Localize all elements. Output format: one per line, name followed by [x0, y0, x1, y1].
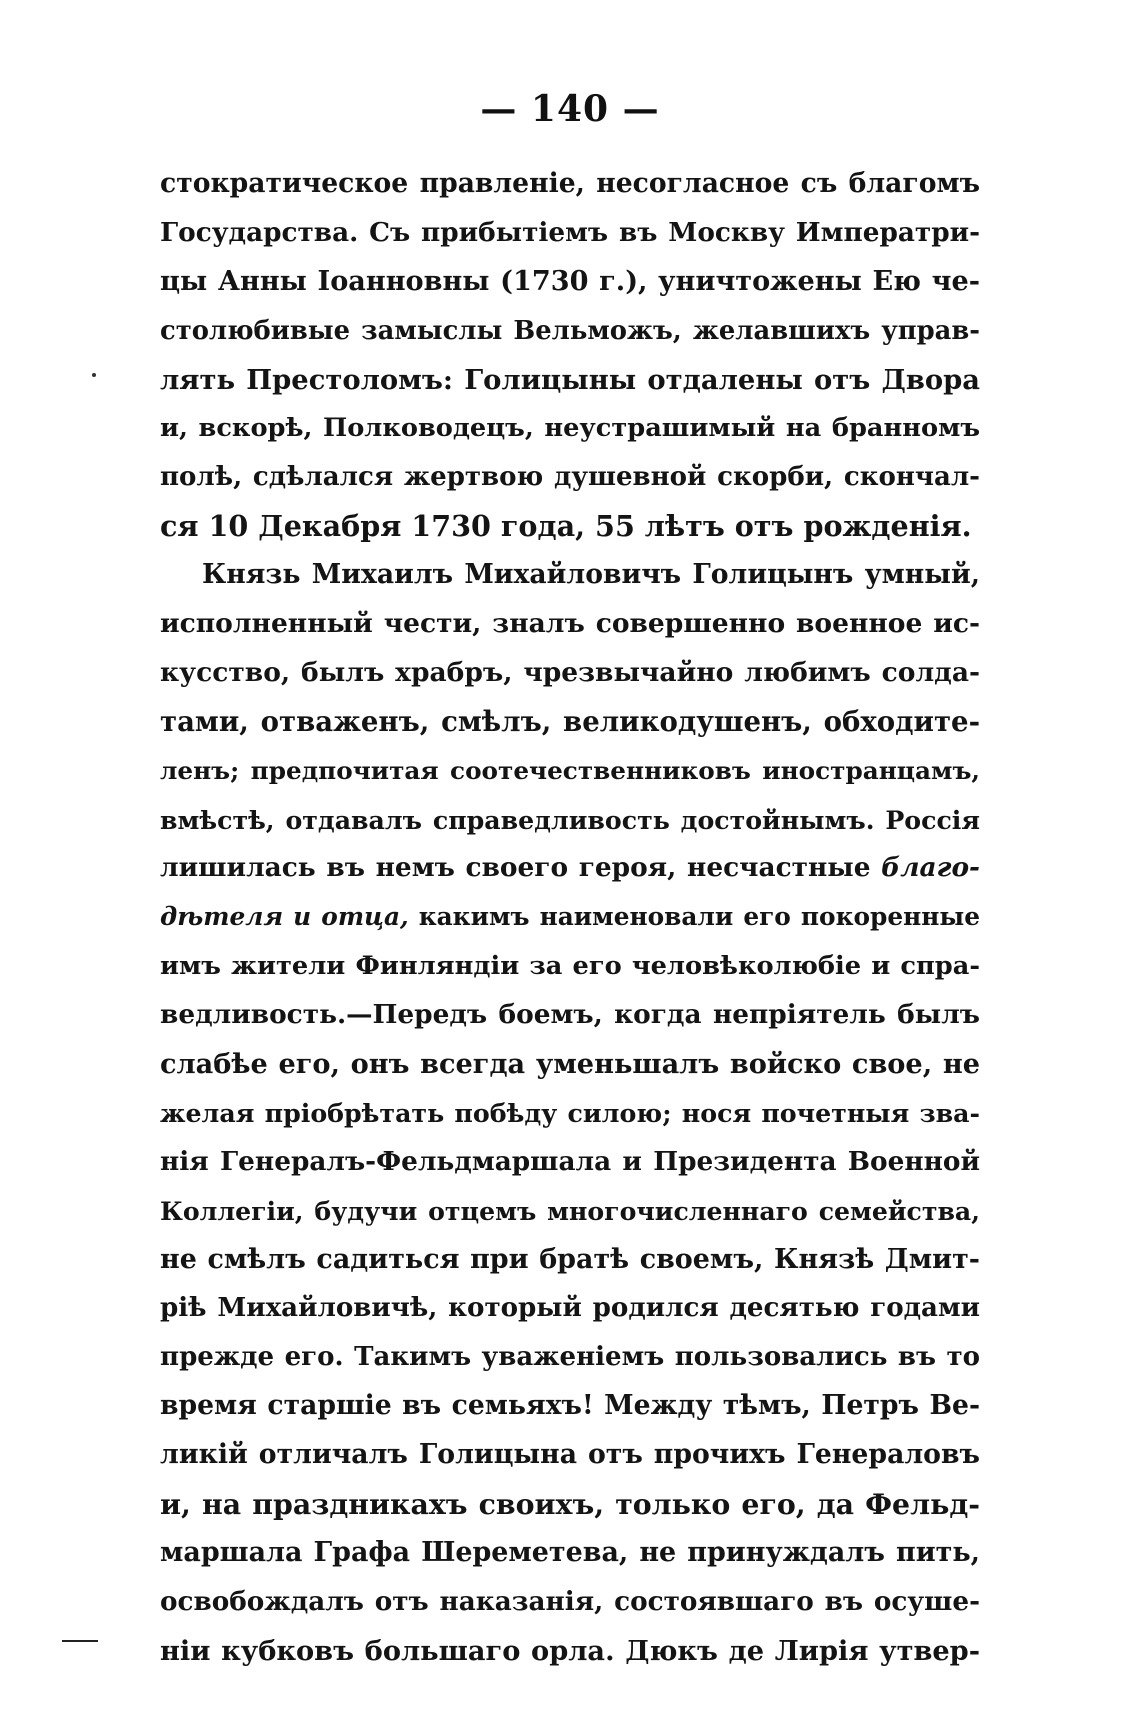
text-line: [160, 1236, 980, 1285]
text-line: [160, 1138, 980, 1187]
text-segment: столюбивые замыслы Вельможъ, желавшихъ управ-: [160, 315, 980, 346]
text-segment: цы Анны Іоанновны (1730 г.), уничтожены Ею че-: [160, 265, 980, 297]
italic-text-segment: дѣтеля и отца,: [160, 902, 409, 932]
text-segment: и, вскорѣ, Полководецъ, неустрашимый на бранномъ: [160, 413, 980, 444]
text-line: [160, 1284, 980, 1333]
text-segment: время старшіе въ семьяхъ! Между тѣмъ, Петръ Ве-: [160, 1390, 980, 1422]
text-segment: освобождалъ отъ наказанія, состоявшаго въ осуше-: [160, 1585, 980, 1617]
text-line: [160, 502, 980, 551]
text-line: [160, 698, 980, 747]
text-line: [160, 1040, 980, 1089]
text-line: [160, 991, 980, 1040]
text-line: [160, 1627, 980, 1676]
text-line: [160, 1578, 980, 1627]
text-line: [160, 649, 980, 698]
text-line: [160, 1089, 980, 1138]
text-line: [160, 453, 980, 502]
text-segment: стократическое правленіе, несогласное съ благомъ: [160, 168, 980, 199]
text-line: [160, 307, 980, 356]
text-segment: вмѣстѣ, отдавалъ справедливость достойнымъ. Россія: [160, 804, 980, 835]
text-segment: ленъ; предпочитая соотечественниковъ иностранцамъ,: [160, 755, 980, 785]
text-line: [160, 942, 980, 991]
text-line: [160, 209, 980, 258]
text-line: [160, 1187, 980, 1236]
text-segment: имъ жители Финляндіи за его человѣколюбіе и спра-: [160, 951, 980, 982]
text-segment: ликій отличалъ Голицына отъ прочихъ Генераловъ: [160, 1439, 980, 1471]
text-line: [160, 796, 980, 845]
text-segment: полѣ, сдѣлался жертвою душевной скорби, скончал-: [160, 462, 980, 493]
text-segment: ніи кубковъ большаго орла. Дюкъ де Лирія утвер-: [160, 1634, 980, 1667]
text-segment: лишилась въ немъ своего героя, несчастные: [160, 852, 882, 884]
text-line: [160, 551, 980, 600]
text-segment: кусство, былъ храбръ, чрезвычайно любимъ солда-: [160, 656, 980, 688]
text-segment: исполненный чести, зналъ совершенно военное ис-: [160, 608, 980, 640]
text-line: [160, 1333, 980, 1382]
text-segment: слабѣе его, онъ всегда уменьшалъ войско свое, не: [160, 1048, 980, 1081]
text-line: [160, 1382, 980, 1431]
text-segment: не смѣлъ садиться при братѣ своемъ, Князѣ Дмит-: [160, 1243, 980, 1275]
text-line: [160, 844, 980, 893]
text-segment: какимъ наименовали его покоренные: [408, 902, 980, 932]
text-line: [160, 404, 980, 453]
text-segment: и, на праздникахъ своихъ, только его, да Фельд-: [160, 1487, 980, 1522]
text-line: [160, 893, 980, 942]
text-line: [160, 258, 980, 307]
italic-text-segment: благо-: [881, 852, 980, 884]
text-segment: лять Престоломъ: Голицыны отдалены отъ Двора: [160, 363, 980, 396]
text-segment: ріѣ Михайловичѣ, который родился десятью годами: [160, 1292, 980, 1324]
text-line: [160, 160, 980, 209]
text-segment: Государства. Съ прибытіемъ въ Москву Императри-: [160, 216, 980, 248]
text-segment: Князь Михаилъ Михайловичъ Голицынъ умный,: [202, 559, 980, 591]
ink-dash-mark: [62, 1640, 98, 1642]
text-segment: прежде его. Такимъ уваженіемъ пользовались въ то: [160, 1342, 980, 1373]
text-segment: нія Генералъ-Фельдмаршала и Президента Военной: [160, 1145, 980, 1177]
text-line: [160, 1431, 980, 1480]
text-line: [160, 747, 980, 796]
ink-speck: [92, 373, 96, 377]
text-line: [160, 1529, 980, 1578]
text-segment: тами, отваженъ, смѣлъ, великодушенъ, обходите-: [160, 705, 980, 738]
text-segment: желая пріобрѣтать побѣду силою; нося почетныя зва-: [160, 1097, 980, 1128]
text-line: [160, 1480, 980, 1529]
text-segment: Коллегіи, будучи отцемъ многочисленнаго семейства,: [160, 1195, 980, 1226]
text-segment: маршала Графа Шереметева, не принуждалъ пить,: [160, 1536, 980, 1568]
body-text: [160, 160, 980, 1676]
text-segment: ся 10 Декабря 1730 года, 55 лѣтъ отъ рожденія.: [160, 509, 972, 544]
text-segment: ведливость.—Передъ боемъ, когда непріятель былъ: [160, 999, 980, 1031]
text-line: [160, 600, 980, 649]
text-line: [160, 356, 980, 405]
page-number: — 140 —: [480, 88, 660, 130]
